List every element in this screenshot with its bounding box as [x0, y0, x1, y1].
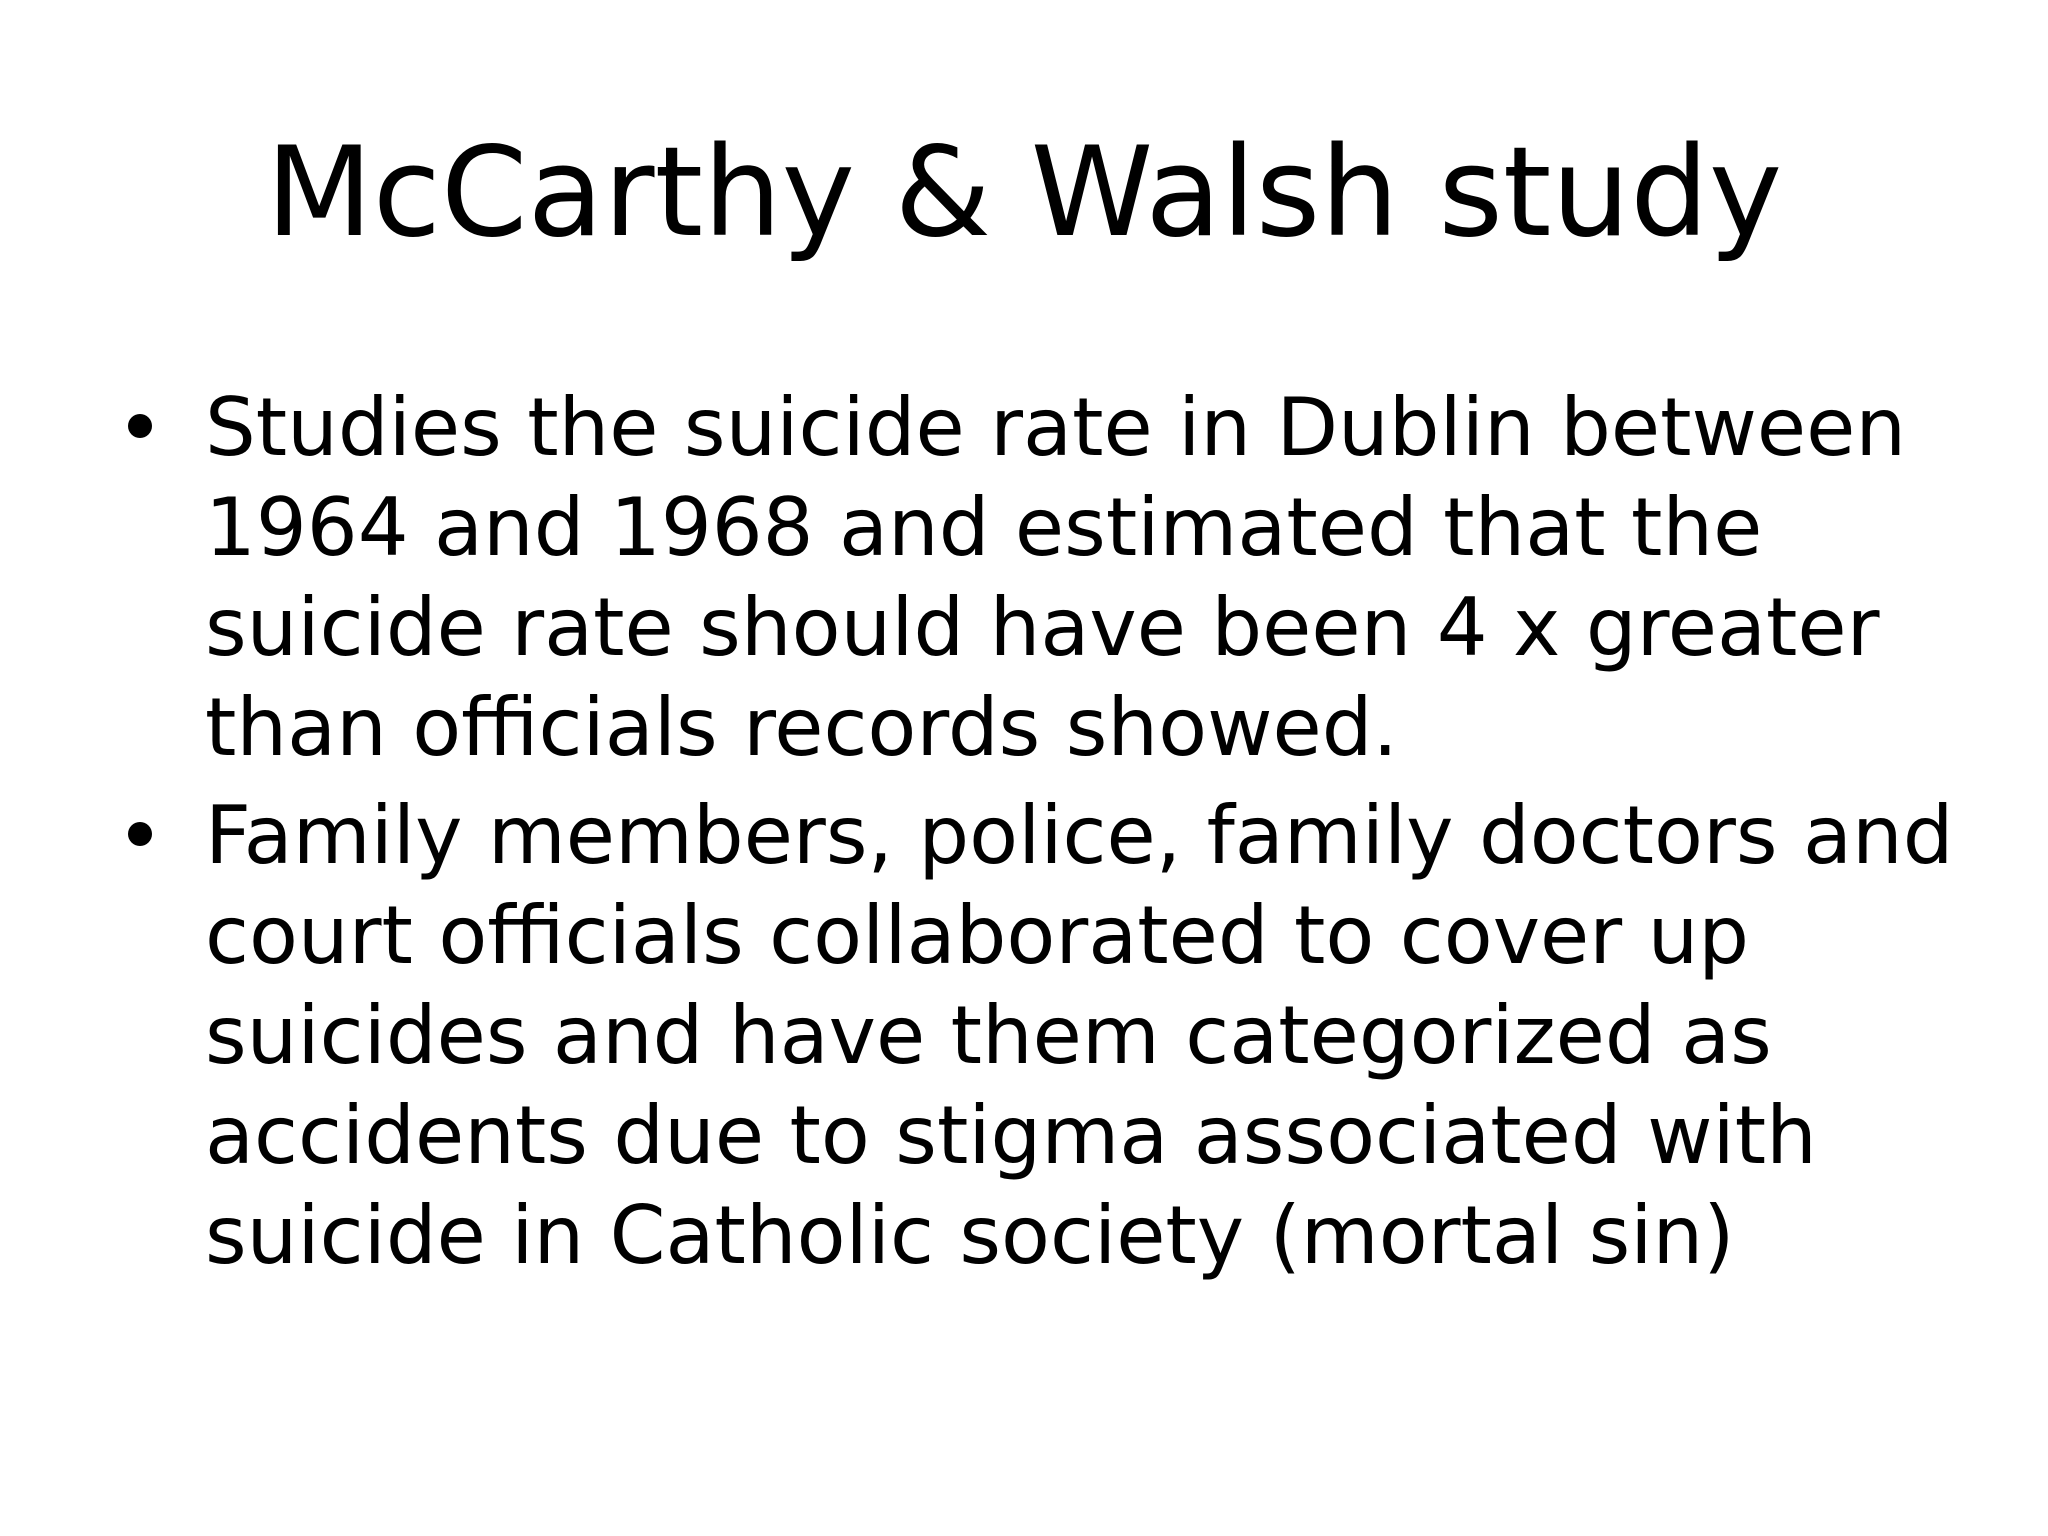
bullet-item: [120, 786, 1980, 1286]
bullet-text: Studies the suicide rate in Dublin between 1964 and 1968 and estimated that the suicide rate should have been 4 x greater than officials records showed.: [205, 381, 1907, 774]
bullet-list: [120, 378, 1980, 1294]
slide-title: McCarthy & Walsh study: [265, 121, 1783, 265]
bullet-text: Family members, police, family doctors and court officials collaborated to cover up suicides and have them categorized as accidents due to stigma associated with suicide in Catholic society (mortal sin): [205, 789, 1954, 1282]
bullet-icon: [128, 414, 152, 438]
bullet-item: [120, 378, 1980, 778]
bullet-icon: [128, 822, 152, 846]
